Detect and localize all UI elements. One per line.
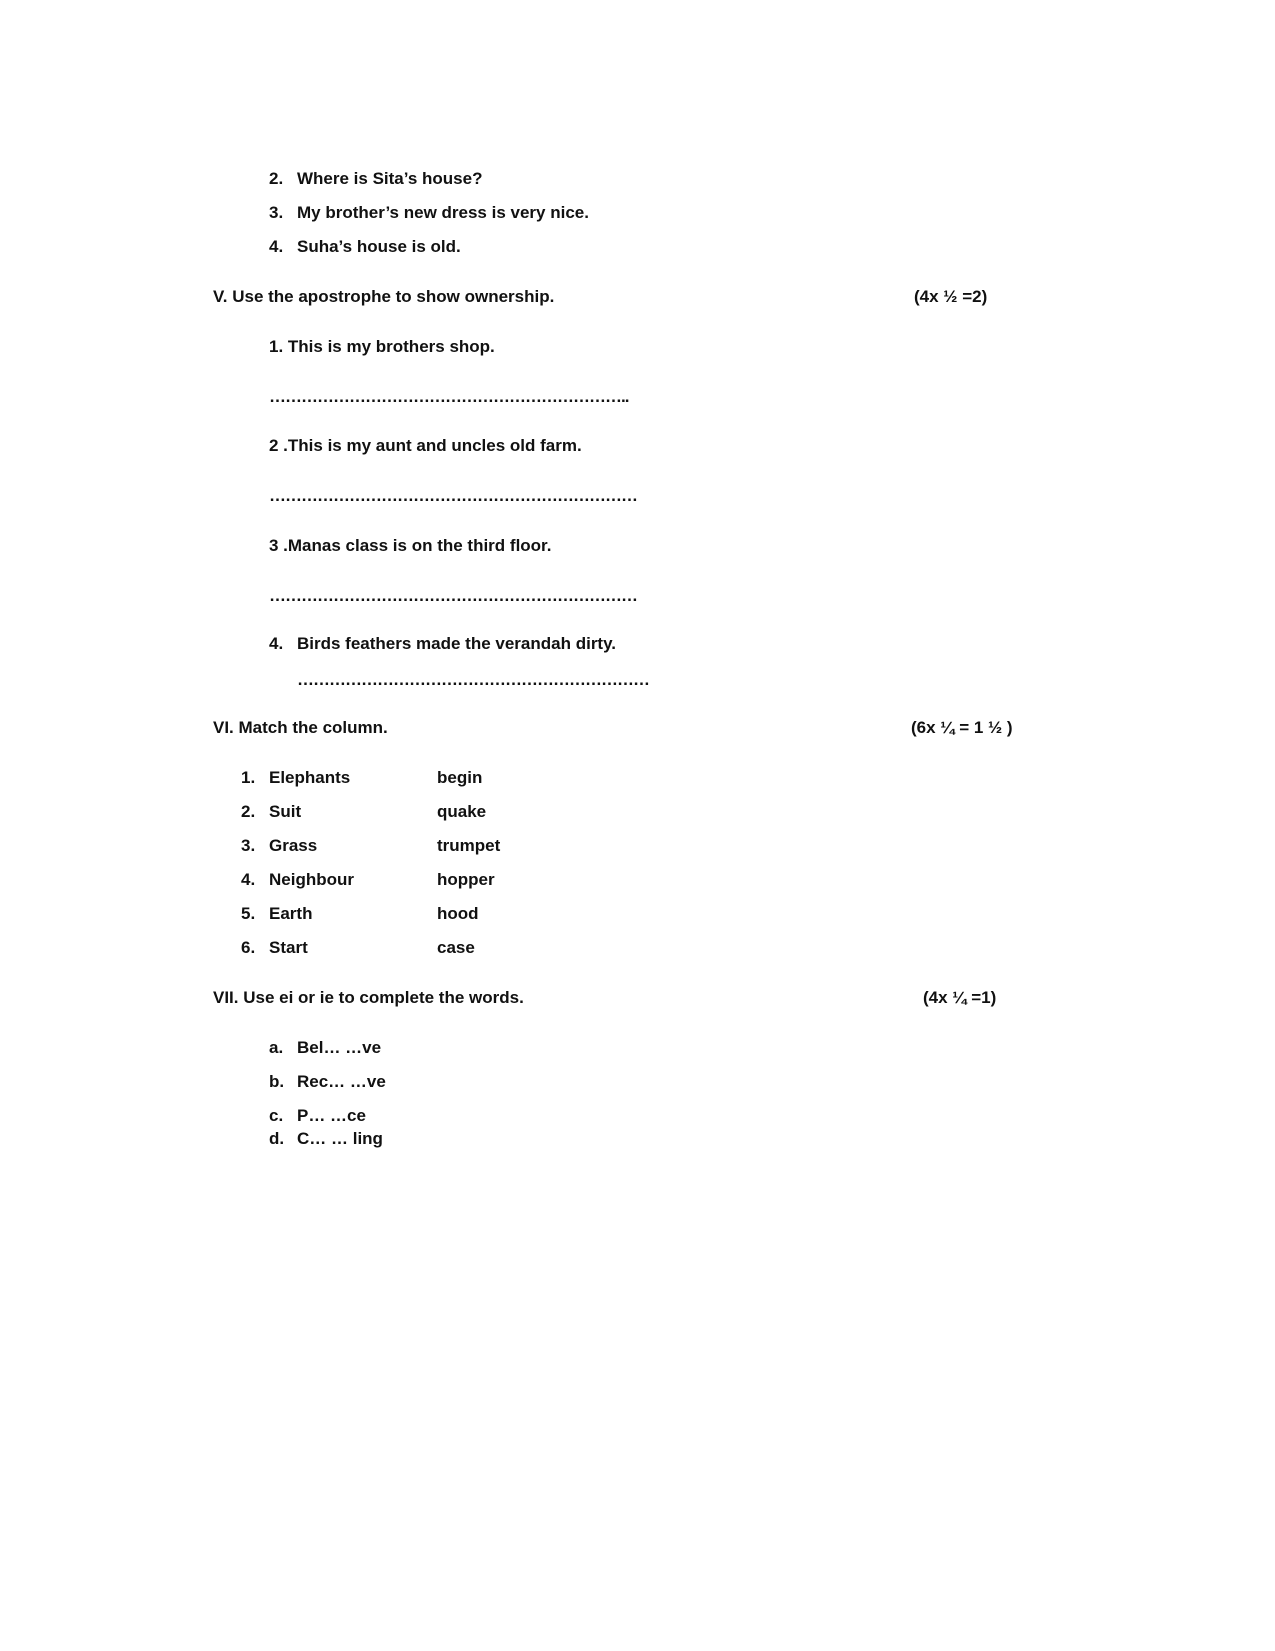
answer-blank[interactable]: ………………………………………………………….. xyxy=(269,387,629,406)
sentence-text: Suha’s house is old. xyxy=(297,237,461,256)
item-number: 4. xyxy=(269,237,284,256)
match-right-word: case xyxy=(437,938,475,957)
item-number: 5. xyxy=(241,904,256,923)
section-heading: V. Use the apostrophe to show ownership. xyxy=(213,287,555,306)
sentence-text: Where is Sita’s house? xyxy=(297,169,483,188)
section-marks: (4x ¼ =1) xyxy=(923,988,997,1007)
item-number: 3. xyxy=(241,836,256,855)
item-number: 2. xyxy=(269,169,284,188)
match-left-word: Earth xyxy=(269,904,313,923)
item-number: 4. xyxy=(269,634,284,653)
section-marks: (4x ½ =2) xyxy=(914,287,988,306)
word-to-complete: C… … ling xyxy=(297,1129,383,1148)
item-number: 4. xyxy=(241,870,256,889)
answer-blank[interactable]: …………………………………………………………… xyxy=(269,586,637,605)
match-right-word: hood xyxy=(437,904,479,923)
match-right-word: hopper xyxy=(437,870,495,889)
section-marks: (6x ¼ = 1 ½ ) xyxy=(911,718,1013,737)
item-number: 6. xyxy=(241,938,256,957)
item-letter: a. xyxy=(269,1038,284,1057)
item-number: 2. xyxy=(241,802,256,821)
question-text: 3 .Manas class is on the third floor. xyxy=(269,536,552,555)
word-to-complete: Bel… …ve xyxy=(297,1038,382,1057)
word-to-complete: P… …ce xyxy=(297,1106,366,1125)
answer-blank[interactable]: ………………………………………………………… xyxy=(297,670,649,689)
match-left-word: Grass xyxy=(269,836,318,855)
item-number: 1. xyxy=(241,768,256,787)
item-letter: d. xyxy=(269,1129,285,1148)
question-text: Birds feathers made the verandah dirty. xyxy=(297,634,617,653)
question-text: 1. This is my brothers shop. xyxy=(269,337,495,356)
answer-blank[interactable]: …………………………………………………………… xyxy=(269,486,637,505)
match-left-word: Suit xyxy=(269,802,302,821)
item-number: 3. xyxy=(269,203,284,222)
match-right-word: trumpet xyxy=(437,836,501,855)
question-text: 2 .This is my aunt and uncles old farm. xyxy=(269,436,582,455)
match-right-word: begin xyxy=(437,768,483,787)
match-left-word: Neighbour xyxy=(269,870,354,889)
section-heading: VII. Use ei or ie to complete the words. xyxy=(213,988,524,1007)
item-letter: b. xyxy=(269,1072,285,1091)
match-left-word: Start xyxy=(269,938,308,957)
section-heading: VI. Match the column. xyxy=(213,718,388,737)
match-left-word: Elephants xyxy=(269,768,351,787)
match-right-word: quake xyxy=(437,802,487,821)
sentence-text: My brother’s new dress is very nice. xyxy=(297,203,589,222)
item-letter: c. xyxy=(269,1106,284,1125)
word-to-complete: Rec… …ve xyxy=(297,1072,386,1091)
